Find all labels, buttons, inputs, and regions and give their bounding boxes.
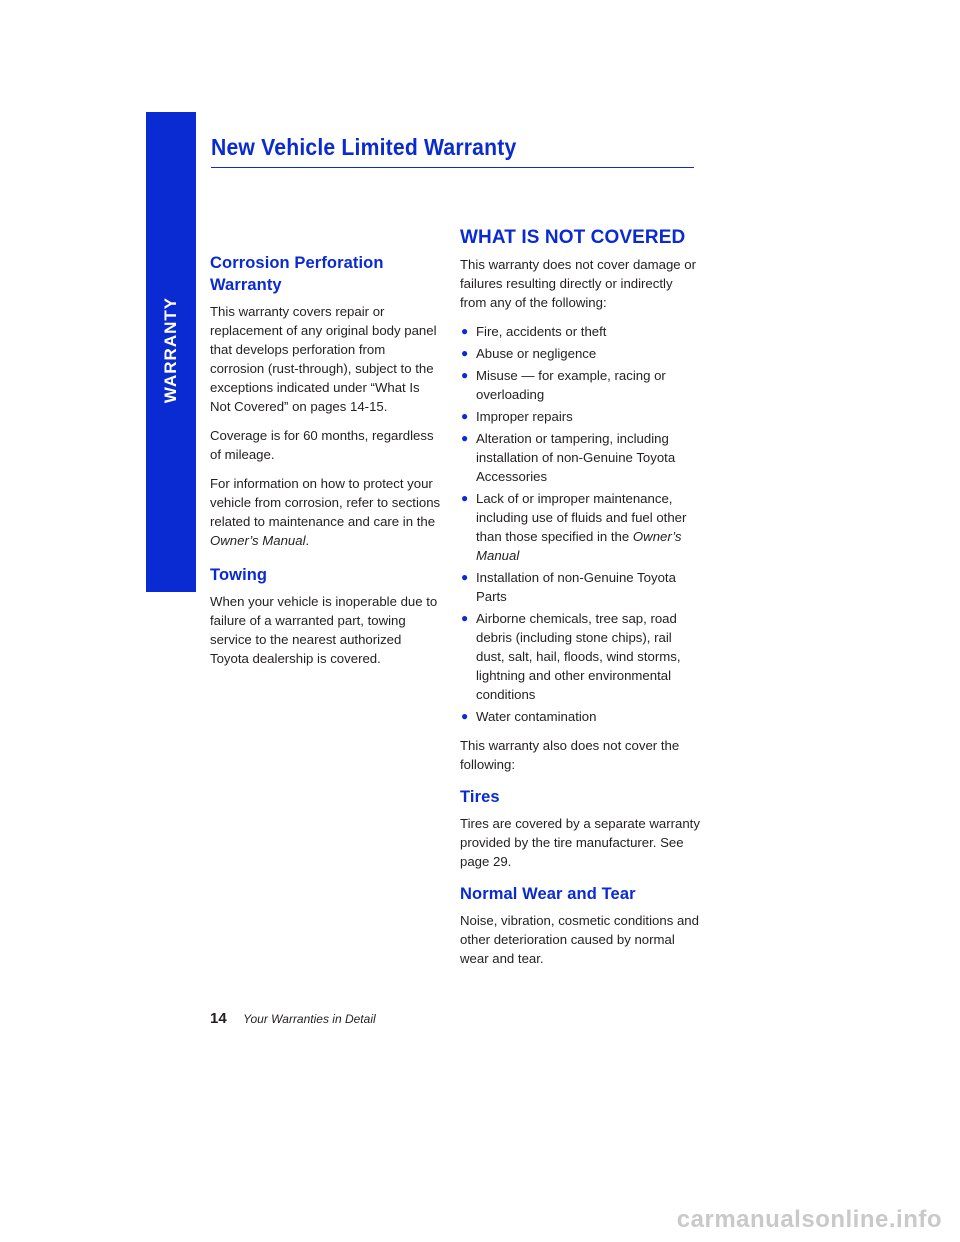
bullet-dot-icon: ● (461, 709, 469, 723)
bullet-dot-icon: ● (461, 324, 469, 338)
bullet-dot-icon: ● (461, 368, 469, 382)
list-item (460, 322, 700, 341)
wear-heading: Normal Wear and Tear (460, 885, 636, 903)
title-divider (211, 167, 694, 168)
owners-manual-ref: Owner’s Manual (210, 533, 306, 548)
list-item-text: Alteration or tampering, including installation of non-Genuine Toyota Accessories (476, 431, 676, 484)
left-column (210, 252, 442, 678)
wear-paragraph: Noise, vibration, cosmetic conditions and other deterioration caused by normal wear and tear. (460, 913, 699, 966)
list-item (460, 366, 700, 404)
corrosion-paragraph-3 (210, 474, 442, 550)
bullet-dot-icon: ● (461, 491, 469, 505)
bullet-dot-icon: ● (461, 611, 469, 625)
list-item (460, 429, 700, 486)
footer-text: Your Warranties in Detail (243, 1012, 376, 1026)
not-covered-heading: WHAT IS NOT COVERED (460, 227, 686, 248)
page-footer (210, 1010, 376, 1028)
bullet-dot-icon: ● (461, 409, 469, 423)
towing-paragraph: When your vehicle is inoperable due to failure of a warranted part, towing service to the nearest authorized Toyota dealership is covered. (210, 594, 438, 666)
list-item-text: Lack of or improper maintenance, including use of fluids and fuel other than those specified in the (476, 491, 687, 544)
list-item (460, 489, 700, 565)
bullet-dot-icon: ● (461, 570, 469, 584)
towing-heading: Towing (210, 566, 268, 584)
corrosion-heading: Corrosion Perforation Warranty (210, 254, 384, 294)
page-title: New Vehicle Limited Warranty (211, 134, 517, 160)
list-item-text: Misuse — for example, racing or overloading (476, 368, 666, 402)
list-item (460, 568, 700, 606)
page-number: 14 (210, 1010, 227, 1027)
list-item-text: Airborne chemicals, tree sap, road debris (including stone chips), rail dust, salt, hail, floods, wind storms, lightning and other environmental conditions (476, 611, 681, 702)
right-column (460, 225, 700, 978)
owners-manual-ref: Owner’s Manual (476, 529, 682, 563)
tires-paragraph: Tires are covered by a separate warranty provided by the tire manufacturer. See page 29. (460, 816, 700, 869)
list-item-text: Water contamination (476, 709, 597, 724)
list-item-text: Abuse or negligence (476, 346, 597, 361)
corrosion-paragraph-3-text: For information on how to protect your vehicle from corrosion, refer to sections related to maintenance and care in the (210, 476, 441, 529)
list-item (460, 407, 700, 426)
bullet-dot-icon: ● (461, 346, 469, 360)
list-item (460, 707, 700, 726)
corrosion-paragraph-3-end: . (305, 533, 310, 548)
bullet-dot-icon: ● (461, 431, 469, 445)
not-covered-outro: This warranty also does not cover the following: (460, 738, 680, 772)
site-watermark: carmanualsonline.info (676, 1206, 942, 1233)
list-item-text: Installation of non-Genuine Toyota Parts (476, 570, 676, 604)
list-item (460, 344, 700, 363)
list-item-text: Fire, accidents or theft (476, 324, 607, 339)
corrosion-paragraph-2: Coverage is for 60 months, regardless of mileage. (210, 428, 434, 462)
tires-heading: Tires (460, 788, 500, 806)
not-covered-intro: This warranty does not cover damage or failures resulting directly or indirectly from any of the following: (460, 257, 697, 310)
corrosion-paragraph-1: This warranty covers repair or replacement of any original body panel that develops perforation from corrosion (rust-through), subject to the exceptions indicated under “What Is Not Covered” on pages 14-15. (210, 304, 437, 414)
list-item (460, 609, 700, 704)
not-covered-list (460, 322, 700, 726)
section-side-tab-label: WARRANTY (161, 296, 180, 404)
list-item-text: Improper repairs (476, 409, 573, 424)
